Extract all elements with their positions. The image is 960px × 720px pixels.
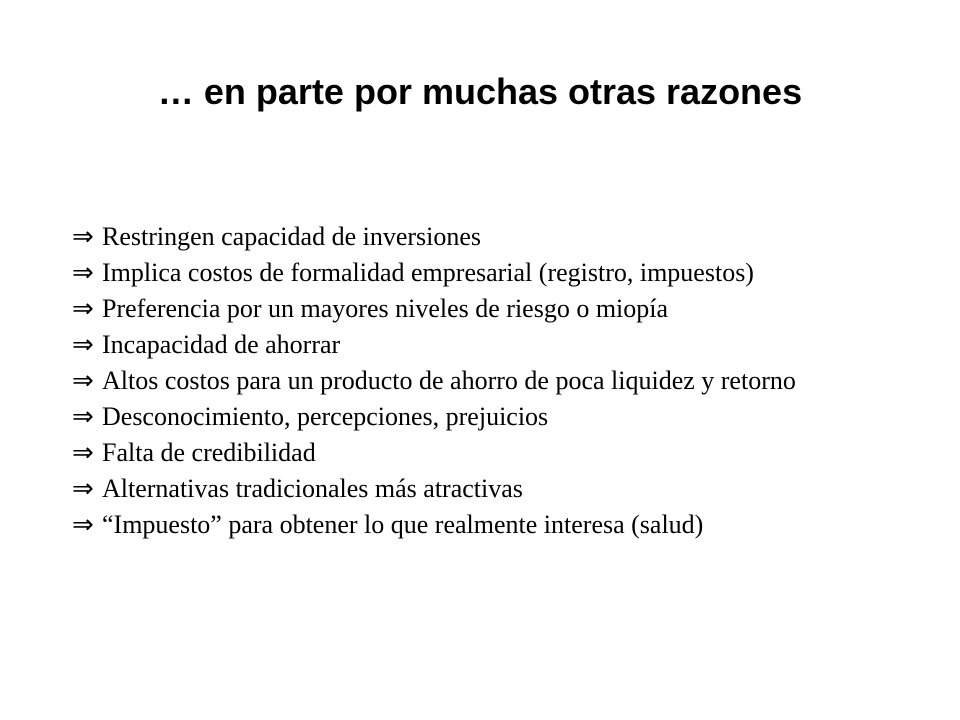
bullet-text: Falta de credibilidad: [102, 438, 316, 467]
slide-title: … en parte por muchas otras razones: [157, 71, 803, 112]
bullet-text: Incapacidad de ahorrar: [102, 330, 341, 359]
list-item: [72, 474, 892, 503]
list-item: [72, 330, 892, 359]
bullet-text: Alternativas tradicionales más atractivas: [102, 474, 523, 503]
bullet-list: [72, 222, 892, 549]
implies-arrow-icon: ⇒: [72, 258, 94, 287]
implies-arrow-icon: ⇒: [72, 510, 94, 539]
bullet-text: “Impuesto” para obtener lo que realmente interesa (salud): [102, 510, 704, 539]
bullet-text: Restringen capacidad de inversiones: [102, 222, 482, 251]
list-item: [72, 402, 892, 431]
list-item: [72, 294, 892, 323]
bullet-text: Preferencia por un mayores niveles de riesgo o miopía: [102, 294, 669, 323]
bullet-text: Desconocimiento, percepciones, prejuicios: [102, 402, 549, 431]
implies-arrow-icon: ⇒: [72, 438, 94, 467]
list-item: [72, 258, 892, 287]
bullet-text: Implica costos de formalidad empresarial (registro, impuestos): [102, 258, 754, 287]
implies-arrow-icon: ⇒: [72, 402, 94, 431]
implies-arrow-icon: ⇒: [72, 222, 94, 251]
implies-arrow-icon: ⇒: [72, 366, 94, 395]
bullet-text: Altos costos para un producto de ahorro de poca liquidez y retorno: [102, 366, 796, 395]
list-item: [72, 222, 892, 251]
list-item: [72, 366, 892, 395]
list-item: [72, 438, 892, 467]
implies-arrow-icon: ⇒: [72, 474, 94, 503]
implies-arrow-icon: ⇒: [72, 330, 94, 359]
list-item: [72, 510, 892, 539]
implies-arrow-icon: ⇒: [72, 294, 94, 323]
